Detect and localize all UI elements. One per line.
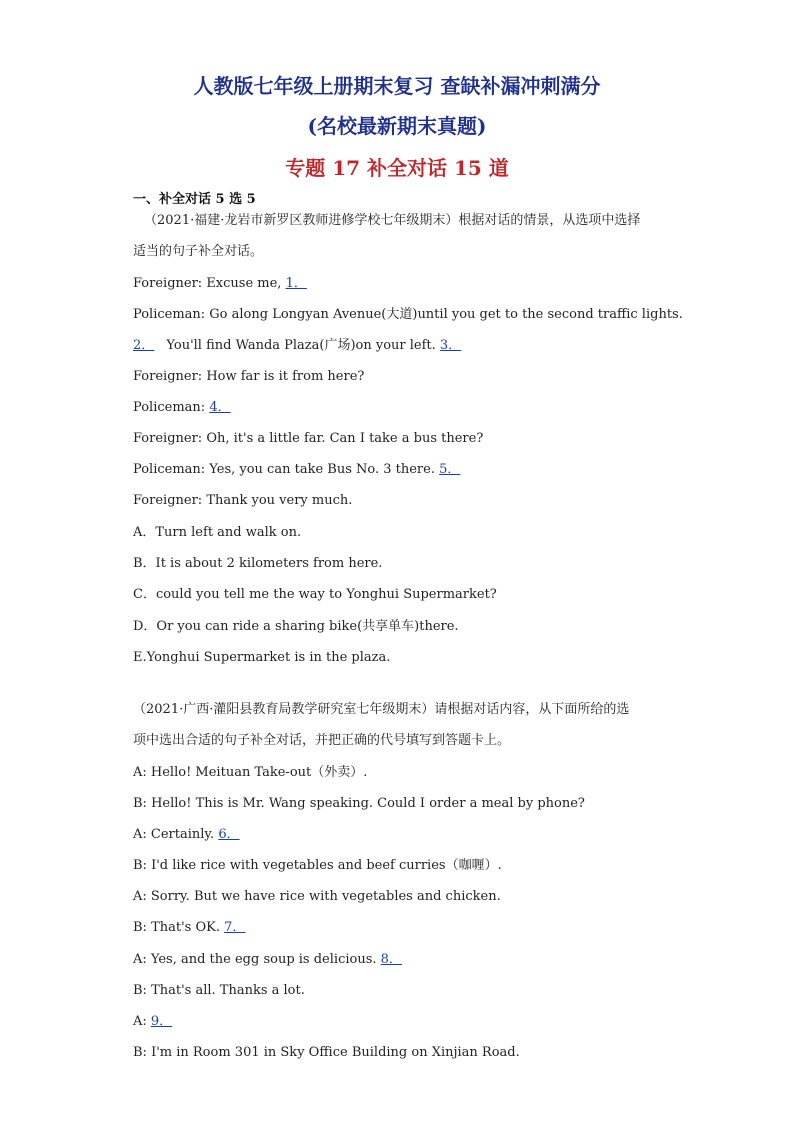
dialogue-line xyxy=(133,430,483,448)
option-item: C．could you tell me the way to Yonghui Supermarket? xyxy=(133,587,497,602)
dialogue-line xyxy=(133,399,239,417)
dialogue-line xyxy=(133,919,253,937)
dialogue-text: Foreigner: Oh, it's a little far. Can I take a bus there? xyxy=(133,431,484,446)
dialogue-line xyxy=(133,764,367,782)
dialogue-line xyxy=(133,951,410,969)
dialogue-line xyxy=(133,1013,180,1031)
dialogue-line xyxy=(133,461,468,479)
dialogue-text: B: That's OK. xyxy=(133,920,225,935)
dialogue-line xyxy=(133,888,501,906)
dialogue-text: Foreigner: Excuse me, xyxy=(133,276,286,291)
dialogue-line xyxy=(133,275,315,293)
option-item: B．It is about 2 kilometers from here. xyxy=(133,556,383,571)
dialogue-text: Policeman: Yes, you can take Bus No. 3 there. xyxy=(133,462,440,477)
dialogue-line xyxy=(133,795,585,813)
answer-blank: 4． xyxy=(209,400,231,415)
answer-blank: 6． xyxy=(218,827,240,842)
topic-title: 专题 17 补全对话 15 道 xyxy=(285,156,509,180)
dialogue-line xyxy=(133,306,683,324)
answer-blank: 5． xyxy=(439,462,461,477)
document-title: 人教版七年级上册期末复习 查缺补漏冲刺满分 xyxy=(193,74,601,98)
answer-blank: 2． xyxy=(133,338,155,353)
dialogue-text: B: Hello! This is Mr. Wang speaking. Could I order a meal by phone? xyxy=(133,796,585,811)
dialogue-text: Policeman: Go along Longyan Avenue(大道)until you get to the second traffic lights. xyxy=(133,307,683,322)
dialogue-text: B: I'd like rice with vegetables and beef curries（咖喱）. xyxy=(133,858,502,873)
section-heading: 一、补全对话 5 选 5 xyxy=(133,192,256,207)
dialogue-text: A: xyxy=(133,1014,151,1029)
dialogue-text: A: Certainly. xyxy=(133,827,219,842)
dialogue-text: Foreigner: Thank you very much. xyxy=(133,493,353,508)
option-item: E.Yonghui Supermarket is in the plaza. xyxy=(133,650,391,665)
answer-blank: 9． xyxy=(150,1014,173,1029)
dialogue-line xyxy=(133,982,305,1000)
dialogue-text: Policeman: xyxy=(133,400,210,415)
dialogue-text: B: I'm in Room 301 in Sky Office Building on Xinjian Road. xyxy=(133,1045,520,1060)
dialogue-line xyxy=(133,492,352,510)
dialogue-line xyxy=(133,1044,520,1062)
document-subtitle: (名校最新期末真题) xyxy=(307,114,487,138)
answer-blank: 8． xyxy=(380,952,402,967)
dialogue-line xyxy=(133,826,248,844)
passage2-intro-line2: 项中选出合适的句子补全对话，并把正确的代号填写到答题卡上。 xyxy=(133,733,511,748)
answer-blank: 7． xyxy=(224,920,246,935)
dialogue-text: A: Hello! Meituan Take-out（外卖）. xyxy=(133,765,368,780)
dialogue-text: A: Sorry. But we have rice with vegetables and chicken. xyxy=(133,889,501,904)
option-item: A．Turn left and walk on. xyxy=(133,525,302,540)
passage1-intro-line2: 适当的句子补全对话。 xyxy=(133,244,264,259)
answer-blank: 3． xyxy=(439,338,462,353)
dialogue-text: A: Yes, and the egg soup is delicious. xyxy=(133,952,381,967)
dialogue-text: B: That's all. Thanks a lot. xyxy=(133,983,305,998)
answer-blank: 1． xyxy=(285,276,307,291)
dialogue-text: You'll find Wanda Plaza(广场)on your left. xyxy=(162,338,440,353)
option-item: D．Or you can ride a sharing bike(共享单车)there. xyxy=(133,619,459,634)
dialogue-line xyxy=(133,857,502,875)
dialogue-line xyxy=(133,368,364,386)
passage2-intro-line1: （2021·广西·灌阳县教育局教学研究室七年级期末）请根据对话内容，从下面所给的选 xyxy=(133,702,630,717)
dialogue-line xyxy=(133,337,469,355)
passage1-intro-line1: （2021·福建·龙岩市新罗区教师进修学校七年级期末）根据对话的情景，从选项中选择 xyxy=(144,213,641,228)
dialogue-text: Foreigner: How far is it from here? xyxy=(133,369,365,384)
